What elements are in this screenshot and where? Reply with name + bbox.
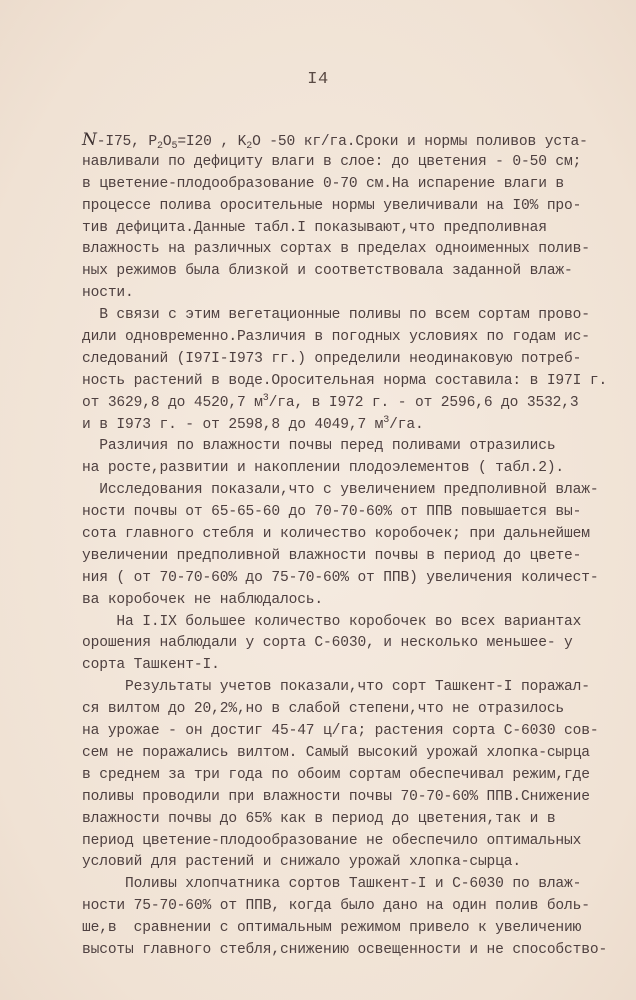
text-line: ности почвы от 65-65-60 до 70-70-60% от ППВ повышается вы- <box>82 504 582 521</box>
text-line: влажности почвы до 65% как в период до цветения,так и в <box>82 810 556 827</box>
text-line: в среднем за три года по обоим сортам обеспечивал режим,где <box>82 766 590 783</box>
text-line: орошения наблюдали у сорта С-6030, и несколько меньшее- у <box>82 635 573 652</box>
text-line: сота главного стебля и количество коробочек; при дальнейшем <box>82 526 590 543</box>
text-line: период цветение-плодообразование не обеспечило оптимальных <box>82 832 582 849</box>
body-text <box>82 130 622 962</box>
text-line: навливали по дефициту влаги в слое: до цветения - 0-50 см; <box>82 153 582 170</box>
page-number: I4 <box>307 70 329 89</box>
separator: , <box>220 134 238 150</box>
text-line: на росте,развитии и накоплении плодоэлементов ( табл.2). <box>82 460 565 477</box>
text-line: в цветение-плодообразование 0-70 см.На испарение влаги в <box>82 175 565 192</box>
text-line: на урожае - он достиг 45-47 ц/га; растения сорта С-6030 сов- <box>82 723 599 740</box>
text-line: ва коробочек не наблюдалось. <box>82 591 324 608</box>
text-line: увеличении предполивной влажности почвы в период до цвете- <box>82 547 582 564</box>
text-line: процессе полива оросительные нормы увеличивали на I0% про- <box>82 197 582 214</box>
text-line: На I.IX большее количество коробочек во всех вариантах <box>82 613 582 630</box>
text-line: условий для растений и снижало урожай хлопка-сырца. <box>82 854 521 871</box>
text-line: ше,в сравнении с оптимальным режимом привело к увеличению <box>82 920 582 937</box>
text-line: поливы проводили при влажности почвы 70-70-60% ППВ.Снижение <box>82 788 590 805</box>
nitrogen-value: -I75, <box>96 134 149 150</box>
text-line-irrigation-1972: от 3629,8 до 4520,7 $м^3/га$, в I972 г. - от 2596,6 до 3532,3 <box>82 392 579 411</box>
text-line: ных режимов была близкой и соответствовала заданной влаж- <box>82 263 573 280</box>
text-line-irrigation-1973: и в I973 г. - от 2598,8 до 4049,7 $м^3/га$. <box>82 414 424 433</box>
text-line: Результаты учетов показали,что сорт Ташкент-I поражал- <box>82 679 590 696</box>
potassium-formula: $K_2O$ -50 кг/га.Сроки и нормы поливов уста- <box>237 134 588 152</box>
text-line: ния ( от 70-70-60% до 75-70-60% от ППВ) увеличения количест- <box>82 569 599 586</box>
handwritten-nitrogen-symbol: N <box>82 130 97 150</box>
text-line: следований (I97I-I973 гг.) определили неодинаковую потреб- <box>82 350 582 367</box>
phosphorus-formula: $P_2O_5=I20$ <box>148 134 221 152</box>
text-line: сорта Ташкент-I. <box>82 657 220 674</box>
text-line: ся вилтом до 20,2%,но в слабой степени,что не отразилось <box>82 701 565 718</box>
text-line: Поливы хлопчатника сортов Ташкент-I и С-6030 по влаж- <box>82 876 582 893</box>
text-line: ности 75-70-60% от ППВ, когда было дано на один полив боль- <box>82 898 590 915</box>
text-line: Различия по влажности почвы перед поливами отразились <box>82 438 556 455</box>
text-line: высоты главного стебля,снижению освещенности и не способство- <box>82 941 608 958</box>
text-line: тив дефицита.Данные табл.I показывают,что предполивная <box>82 219 547 236</box>
text-line: ность растений в воде.Оросительная норма составила: в I97I г. <box>82 372 608 389</box>
text-line-fertilizer <box>82 130 622 152</box>
text-line: дили одновременно.Различия в погодных условиях по годам ис- <box>82 329 590 346</box>
text-line: влажность на различных сортах в пределах одноименных полив- <box>82 241 590 258</box>
text-line: Исследования показали,что с увеличением предполивной влаж- <box>82 482 599 499</box>
text-line: В связи с этим вегетационные поливы по всем сортам прово- <box>82 307 590 324</box>
text-line: сем не поражались вилтом. Самый высокий урожай хлопка-сырца <box>82 744 590 761</box>
text-line: ности. <box>82 285 134 302</box>
